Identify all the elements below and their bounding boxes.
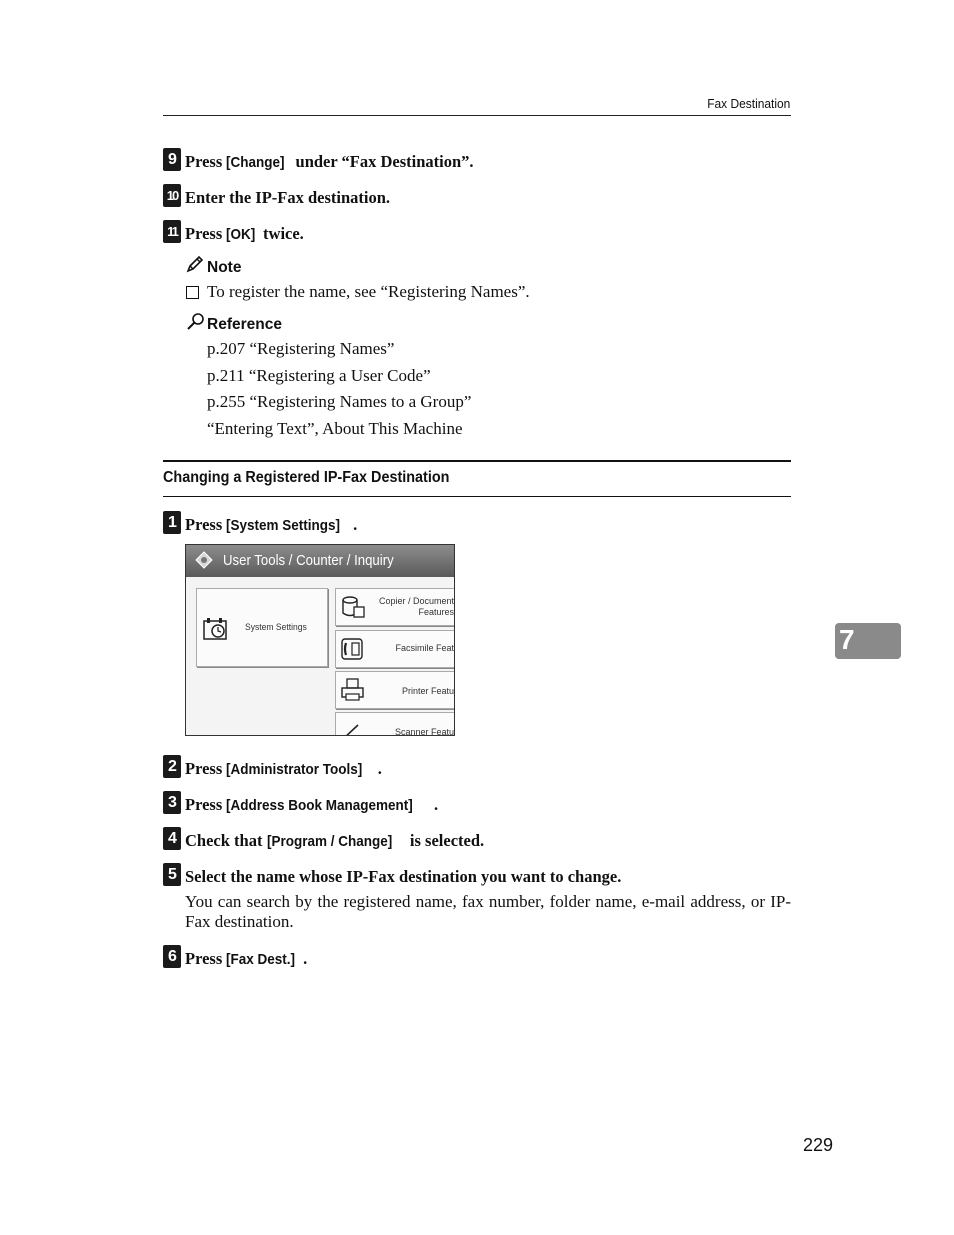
screen-title-bar <box>186 545 454 577</box>
reference-item: p.211 “Registering a User Code” <box>207 366 431 385</box>
step-number-badge: 3 <box>163 791 181 814</box>
facsimile-features-button[interactable] <box>335 630 455 668</box>
step-text: Press [Fax Dest.] . <box>185 949 308 968</box>
note-item: To register the name, see “Registering Names”. <box>207 282 530 301</box>
printer-icon <box>340 678 366 702</box>
pencil-icon <box>186 255 204 273</box>
key-label: [Address Book Management] <box>226 797 414 814</box>
step-text: Press [System Settings] . <box>185 515 358 534</box>
user-tools-screen <box>185 544 455 736</box>
step-number-badge: 1 <box>163 511 181 534</box>
user-tools-logo-icon <box>195 551 213 569</box>
fax-icon <box>340 637 366 661</box>
key-label: [Fax Dest.] <box>226 951 296 968</box>
copier-document-features-button[interactable] <box>335 588 455 626</box>
scanner-label: Scanner Featu <box>394 727 454 736</box>
key-label: [OK] <box>226 226 256 243</box>
section-heading-box <box>163 460 791 497</box>
checkbox-bullet-icon <box>186 286 199 299</box>
system-settings-button[interactable] <box>196 588 328 667</box>
system-settings-label: System Settings <box>245 622 307 633</box>
header-rule <box>163 115 791 116</box>
facsimile-label: Facsimile Feat <box>395 643 454 653</box>
printer-label: Printer Featu <box>401 686 454 696</box>
reference-item: “Entering Text”, About This Machine <box>207 419 463 438</box>
step-number-badge: 9 <box>163 148 181 171</box>
key-label: [Program / Change] <box>266 833 392 850</box>
step-text: Press [Change] under “Fax Destination”. <box>185 152 474 171</box>
section-title: Changing a Registered IP-Fax Destination <box>163 469 450 486</box>
reference-item: p.255 “Registering Names to a Group” <box>207 392 472 411</box>
running-header: Fax Destination <box>706 96 790 111</box>
step-number-badge: 2 <box>163 755 181 778</box>
reference-item: p.207 “Registering Names” <box>207 339 395 358</box>
step-number-badge: 11 <box>163 220 181 243</box>
chapter-number: 7 <box>839 624 855 655</box>
step-number-badge: 4 <box>163 827 181 850</box>
chapter-tab <box>835 623 901 659</box>
key-label: [Administrator Tools] <box>226 761 363 778</box>
step-text: Enter the IP-Fax destination. <box>185 188 391 207</box>
step-text: Press [Address Book Management] . <box>185 795 439 814</box>
copier-icon <box>340 595 366 619</box>
step-text: Press [Administrator Tools] . <box>185 759 382 778</box>
step-number-badge: 5 <box>163 863 181 886</box>
step-text: Select the name whose IP-Fax destination you want to change. <box>185 867 622 886</box>
scanner-features-button[interactable] <box>335 712 455 736</box>
screen-title: User Tools / Counter / Inquiry <box>223 552 394 569</box>
step-text: Check that [Program / Change] is selected. <box>185 831 485 850</box>
key-label: [System Settings] <box>226 517 341 534</box>
key-label: [Change] <box>226 154 285 171</box>
step-number-badge: 10 <box>163 184 181 207</box>
printer-features-button[interactable] <box>335 671 455 709</box>
step-number-badge: 6 <box>163 945 181 968</box>
scanner-icon <box>340 719 366 736</box>
magnifier-icon <box>186 312 206 332</box>
step-text: Press [OK] twice. <box>185 224 304 243</box>
step-5-description: You can search by the registered name, fax number, folder name, e-mail address, or IP-Fax destination. <box>185 892 791 931</box>
copier-label: Copier / Document Features <box>378 596 454 617</box>
clock-calendar-icon <box>203 617 229 641</box>
page-number: 229 <box>803 1135 834 1155</box>
